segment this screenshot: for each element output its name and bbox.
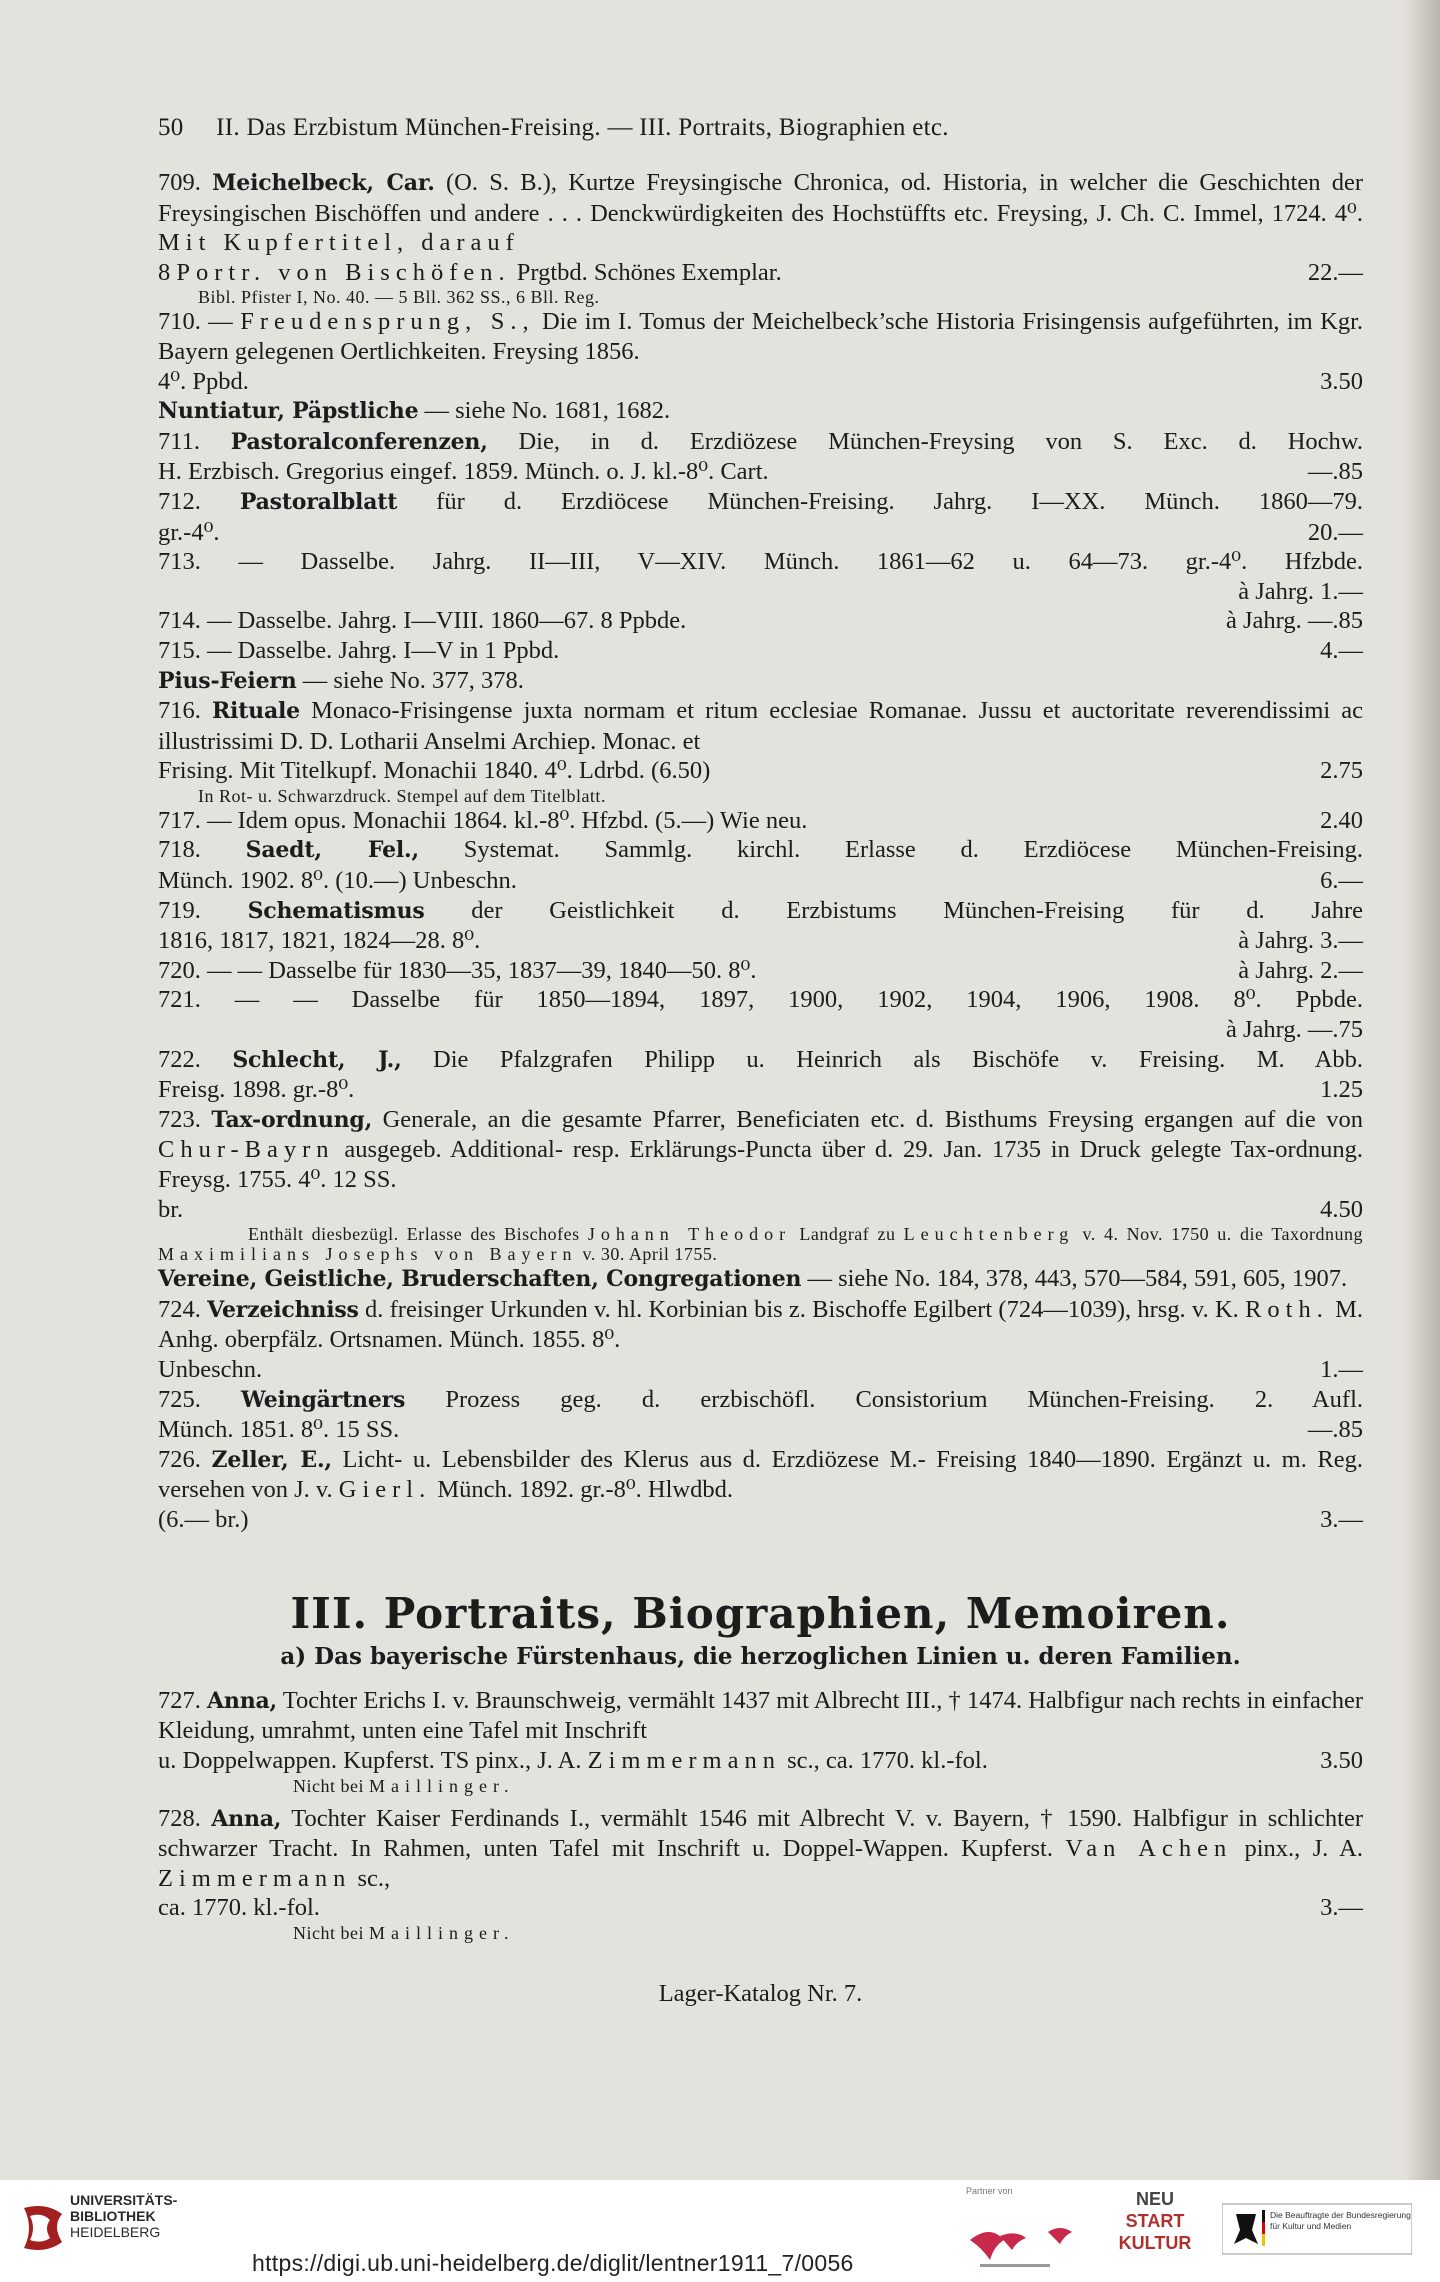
entry-text: 721. — — Dasselbe für 1850—1894, 1897, 1900, 1902, 1904, 1906, 1908. 8⁰. Ppbde. <box>158 986 1363 1014</box>
page-number: 50 <box>158 114 184 141</box>
running-header <box>158 114 1278 142</box>
entry-number: 728. <box>158 1804 201 1832</box>
entry-727 <box>158 1686 1363 1796</box>
entry-710-line-end <box>158 367 1363 397</box>
entry-author: Pastoralconferenzen, <box>230 428 488 455</box>
entry-text: 713. — Dasselbe. Jahrg. II—III, V—XIV. Münch. 1861—62 u. 64—73. gr.-4⁰. Hfzbde. <box>158 548 1363 576</box>
entry-price: 2.40 <box>1320 806 1363 834</box>
entry-text: Unbeschn. <box>158 1355 263 1383</box>
entry-text-spaced: Van Achen <box>1065 1835 1233 1863</box>
entry-717 <box>158 806 1363 836</box>
entry-number: 712. <box>158 487 201 515</box>
crossref-heading: Pius-Feiern <box>158 667 297 694</box>
entry-text: pinx., J. A. <box>1244 1835 1363 1863</box>
entry-text-spaced: Mit Kupfertitel, darauf <box>158 229 520 257</box>
entry-text-spaced: Zimmermann <box>158 1864 352 1892</box>
crossref-pius <box>158 666 1363 697</box>
entry-price: à Jahrg. 3.— <box>1238 927 1363 955</box>
entry-723 <box>158 1105 1363 1264</box>
entry-number: 726. <box>158 1445 201 1473</box>
crossref-nuntiatur <box>158 396 1363 427</box>
entry-price: 4.50 <box>1320 1195 1363 1223</box>
entry-author: Schematismus <box>247 897 425 924</box>
entry-author: Tax-ordnung, <box>211 1106 373 1133</box>
entry-note: In Rot- u. Schwarzdruck. Stempel auf dem Titelblatt. <box>198 785 606 806</box>
entry-text-spaced: Zimmermann <box>587 1746 781 1774</box>
entry-text: 4⁰. Ppbd. <box>158 367 249 395</box>
entry-author: Weingärtners <box>240 1386 406 1413</box>
entry-price: à Jahrg. —.85 <box>1226 607 1363 635</box>
crossref-vereine <box>158 1264 1363 1295</box>
entry-number: 709. <box>158 169 201 196</box>
entry-text: Die, in d. Erzdiözese München-Freysing von S. Exc. d. Hochw. <box>518 427 1363 455</box>
entry-724 <box>158 1295 1363 1385</box>
entry-author: Schlecht, J., <box>232 1046 402 1073</box>
entry-text: 720. — — Dasselbe für 1830—35, 1837—39, 1840—50. 8⁰. <box>158 956 757 984</box>
crossref-text: — siehe No. 377, 378. <box>302 666 524 694</box>
entry-author: Rituale <box>211 698 300 725</box>
entry-text: Die im I. Tomus der Meichelbeck’sche Historia Frisingensis aufgeführten, im Kgr. Bayern gelegenen Oertlichkeiten. Freysing 1856. <box>158 308 1363 365</box>
entry-text: Monaco-Frisingense juxta normam et ritum ecclesiae Romanae. Jussu et auctoritate reverendissimi ac illustrissimi D. D. Lotharii Anselmi Archiep. Monac. et <box>158 697 1364 755</box>
entry-text: u. Doppelwappen. Kupferst. TS pinx., J. A. <box>158 1746 582 1774</box>
university-name: UNIVERSITÄTS- BIBLIOTHEK HEIDELBERG <box>70 2192 178 2240</box>
entry-text: d. freisinger Urkunden v. hl. Korbinian bis z. Bischoffe Egilbert (724—1039), hrsg. v. K. <box>365 1295 1239 1323</box>
entry-price: —.85 <box>1307 1416 1363 1444</box>
entry-note: Enthält diesbezügl. Erlasse des Bischofes Johann Theodor Landgraf zu Leuchtenberg v. 4. Nov. 1750 u. die Taxordnung Maximilians Josephs von Bayern v. 30. April 1755. <box>158 1224 1364 1265</box>
entry-number: 722. <box>158 1045 201 1073</box>
entry-text: Generale, an die gesamte Pfarrer, Beneficiaten etc. d. Bisthums Freysing ergangen auf die von <box>382 1105 1363 1133</box>
entry-number: 725. <box>158 1385 201 1413</box>
entry-text: ca. 1770. kl.-fol. <box>158 1894 320 1922</box>
entry-author: Pastoralblatt <box>239 488 398 515</box>
entry-price: à Jahrg. 2.— <box>1238 956 1363 984</box>
entry-price: 1.— <box>1320 1355 1363 1383</box>
entry-text: M. Anhg. oberpfälz. Ortsnamen. Münch. 1855. 8⁰. <box>158 1295 1364 1354</box>
partner-label: Partner von <box>966 2186 1013 2196</box>
entry-number: 724. <box>158 1295 201 1323</box>
section-title: III. Portraits, Biographien, Memoiren. <box>290 1588 1231 1638</box>
entry-709-line-end <box>158 258 1363 288</box>
entry-price: 22.— <box>1307 258 1363 286</box>
entry-text: Systemat. Sammlg. kirchl. Erlasse d. Erzdiöcese München-Freising. <box>463 836 1364 864</box>
entry-text: 714. — Dasselbe. Jahrg. I—VIII. 1860—67. 8 Ppbde. <box>158 607 687 635</box>
entry-text: sc., ca. 1770. kl.-fol. <box>787 1746 988 1774</box>
entry-728 <box>158 1804 1363 1943</box>
entry-price: 1.25 <box>1320 1076 1363 1104</box>
entry-712 <box>158 487 1363 547</box>
entry-text: 8 <box>158 258 171 286</box>
entry-number: 716. <box>158 697 201 725</box>
crossref-heading: Vereine, Geistliche, Bruderschaften, Congregationen <box>158 1266 802 1293</box>
entry-price: 6.— <box>1320 867 1363 895</box>
entry-text: Die Pfalzgrafen Philipp u. Heinrich als Bischöfe v. Freising. M. Abb. <box>433 1045 1364 1073</box>
entry-author: Verzeichniss <box>207 1296 359 1323</box>
entry-714 <box>158 606 1363 636</box>
catalog-footer: Lager-Katalog Nr. 7. <box>658 1979 863 2007</box>
entry-715 <box>158 636 1363 666</box>
neustart-kultur-logo: NEU START KULTUR <box>1118 2189 1192 2253</box>
entry-price: 20.— <box>1307 518 1363 546</box>
entry-note: Nicht bei Maillinger. <box>293 1922 515 1943</box>
entry-text: Münch. 1851. 8⁰. 15 SS. <box>158 1416 400 1444</box>
entry-text-spaced: Chur-Bayrn <box>158 1136 335 1164</box>
entry-number: 719. <box>158 896 201 924</box>
entry-price: 2.75 <box>1320 757 1363 785</box>
entry-price: 3.50 <box>1320 1746 1363 1774</box>
page-edge-shadow <box>1404 0 1440 2180</box>
viewer-bottom-bar <box>0 2180 1440 2282</box>
entry-text: Licht- u. Lebensbilder des Klerus aus d. Erzdiözese M.- Freising 1840—1890. Ergänzt u. m. Reg. versehen von J. v. <box>158 1445 1363 1504</box>
entry-price: à Jahrg. —.75 <box>1226 1016 1363 1044</box>
entry-722 <box>158 1045 1363 1105</box>
entry-text: Frising. Mit Titelkupf. Monachii 1840. 4⁰. Ldrbd. (6.50) <box>158 757 711 785</box>
catalog-body <box>158 168 1363 2008</box>
entry-author: Saedt, Fel., <box>245 837 419 864</box>
entry-price: 3.— <box>1320 1505 1363 1533</box>
entry-note: Nicht bei Maillinger. <box>293 1775 515 1796</box>
entry-text: gr.-4⁰. <box>158 518 220 546</box>
entry-text-spaced: Gierl. <box>338 1476 432 1504</box>
crossref-heading: Nuntiatur, Päpstliche <box>158 398 419 425</box>
entry-text: für d. Erzdiöcese München-Freising. Jahrg. I—XX. Münch. 1860—79. <box>436 487 1364 515</box>
entry-text-spaced: Roth. <box>1245 1295 1329 1323</box>
entry-number: 718. <box>158 836 201 864</box>
entry-text: Tochter Erichs I. v. Braunschweig, vermählt 1437 mit Albrecht III., † 1474. Halbfigur nach rechts in einfacher Kleidung, umrahmt, unten eine Tafel mit Inschrift <box>158 1686 1364 1745</box>
entry-713 <box>158 547 1363 606</box>
entry-text: Freisg. 1898. gr.-8⁰. <box>158 1076 355 1104</box>
entry-text: Prgtbd. Schönes Exemplar. <box>516 258 782 286</box>
entry-price: —.85 <box>1307 458 1363 486</box>
entry-text: 717. — Idem opus. Monachii 1864. kl.-8⁰. Hfzbd. (5.—) Wie neu. <box>158 806 808 834</box>
entry-price: à Jahrg. 1.— <box>1238 577 1363 605</box>
entry-text: br. <box>158 1195 184 1223</box>
entry-price: 3.50 <box>1320 367 1363 395</box>
entry-711 <box>158 427 1363 487</box>
entry-719 <box>158 896 1363 956</box>
entry-text: ausgegeb. Additional- resp. Erklärungs-Puncta über d. 29. Jan. 1735 in Druck gelegte Tax-ordnung. Freysg. 1755. 4⁰. 12 SS. <box>158 1136 1363 1193</box>
entry-number: 711. <box>158 427 200 455</box>
entry-710 <box>158 307 1363 366</box>
entry-number: 723. <box>158 1105 201 1133</box>
entry-725 <box>158 1385 1363 1445</box>
entry-price: 3.— <box>1320 1894 1363 1922</box>
entry-price: 4.— <box>1320 636 1363 664</box>
federal-commissioner-text: Die Beauftragte der Bundesregierung für Kultur und Medien <box>1270 2210 1411 2231</box>
entry-709 <box>158 168 1363 258</box>
entry-author: Anna, <box>211 1805 282 1832</box>
entry-text: sc., <box>357 1864 391 1892</box>
running-title: II. Das Erzbistum München-Freising. — III. Portraits, Biographien etc. <box>216 114 949 141</box>
entry-text: 1816, 1817, 1821, 1824—28. 8⁰. <box>158 927 481 955</box>
crossref-text: — siehe No. 184, 378, 443, 570—584, 591, 605, 1907. <box>807 1265 1348 1293</box>
entry-718 <box>158 835 1363 895</box>
entry-text: 715. — Dasselbe. Jahrg. I—V in 1 Ppbd. <box>158 636 560 664</box>
entry-text: Münch. 1892. gr.-8⁰. Hlwdbd. <box>437 1476 733 1504</box>
entry-author: Zeller, E., <box>211 1446 332 1473</box>
entry-text: Tochter Kaiser Ferdinands I., vermählt 1546 mit Albrecht V. v. Bayern, † 1590. Halbfigur in schlichter schwarzer Tracht. In Rahmen, unten Tafel mit Inschrift u. Doppel-Wappen. Kupferst. <box>158 1804 1363 1863</box>
entry-number: 727. <box>158 1686 201 1714</box>
entry-text: H. Erzbisch. Gregorius eingef. 1859. Münch. o. J. kl.-8⁰. Cart. <box>158 458 769 486</box>
entry-text: (O. S. B.), Kurtze Freysingische Chronica, od. Historia, in welcher die Geschichten der Freysingischen Bischöffen und andere . . . Denckwürdigkeiten des Hochstüffts etc. Freysing, J. Ch. C. Immel, 1724. 4⁰. <box>158 169 1364 227</box>
entry-text: (6.— br.) <box>158 1505 249 1533</box>
entry-text: der Geistlichkeit d. Erzbistums München-Freising für d. Jahre <box>471 896 1363 924</box>
crossref-text: — siehe No. 1681, 1682. <box>424 397 671 425</box>
entry-text: Prozess geg. d. erzbischöfl. Consistorium München-Freising. 2. Aufl. <box>445 1385 1363 1413</box>
entry-number: 710. — <box>158 308 233 336</box>
entry-text-spaced: Portr. von Bischöfen. <box>176 258 511 286</box>
entry-text: Münch. 1902. 8⁰. (10.—) Unbeschn. <box>158 867 517 895</box>
entry-716 <box>158 696 1363 806</box>
entry-author: Anna, <box>207 1687 278 1714</box>
entry-720 <box>158 956 1363 986</box>
entry-721 <box>158 985 1363 1044</box>
permalink-url[interactable]: https://digi.ub.uni-heidelberg.de/diglit/lentner1911_7/0056 <box>252 2250 854 2276</box>
entry-author-spaced: Freudensprung, S., <box>240 308 535 336</box>
entry-726 <box>158 1445 1363 1535</box>
entry-author: Meichelbeck, Car. <box>212 170 435 196</box>
entry-709-note: Bibl. Pfister I, No. 40. — 5 Bll. 362 SS., 6 Bll. Reg. <box>198 287 600 308</box>
partner-bird-logo-icon <box>960 2210 1090 2274</box>
section-subtitle: a) Das bayerische Fürstenhaus, die herzoglichen Linien u. deren Familien. <box>280 1643 1241 1671</box>
